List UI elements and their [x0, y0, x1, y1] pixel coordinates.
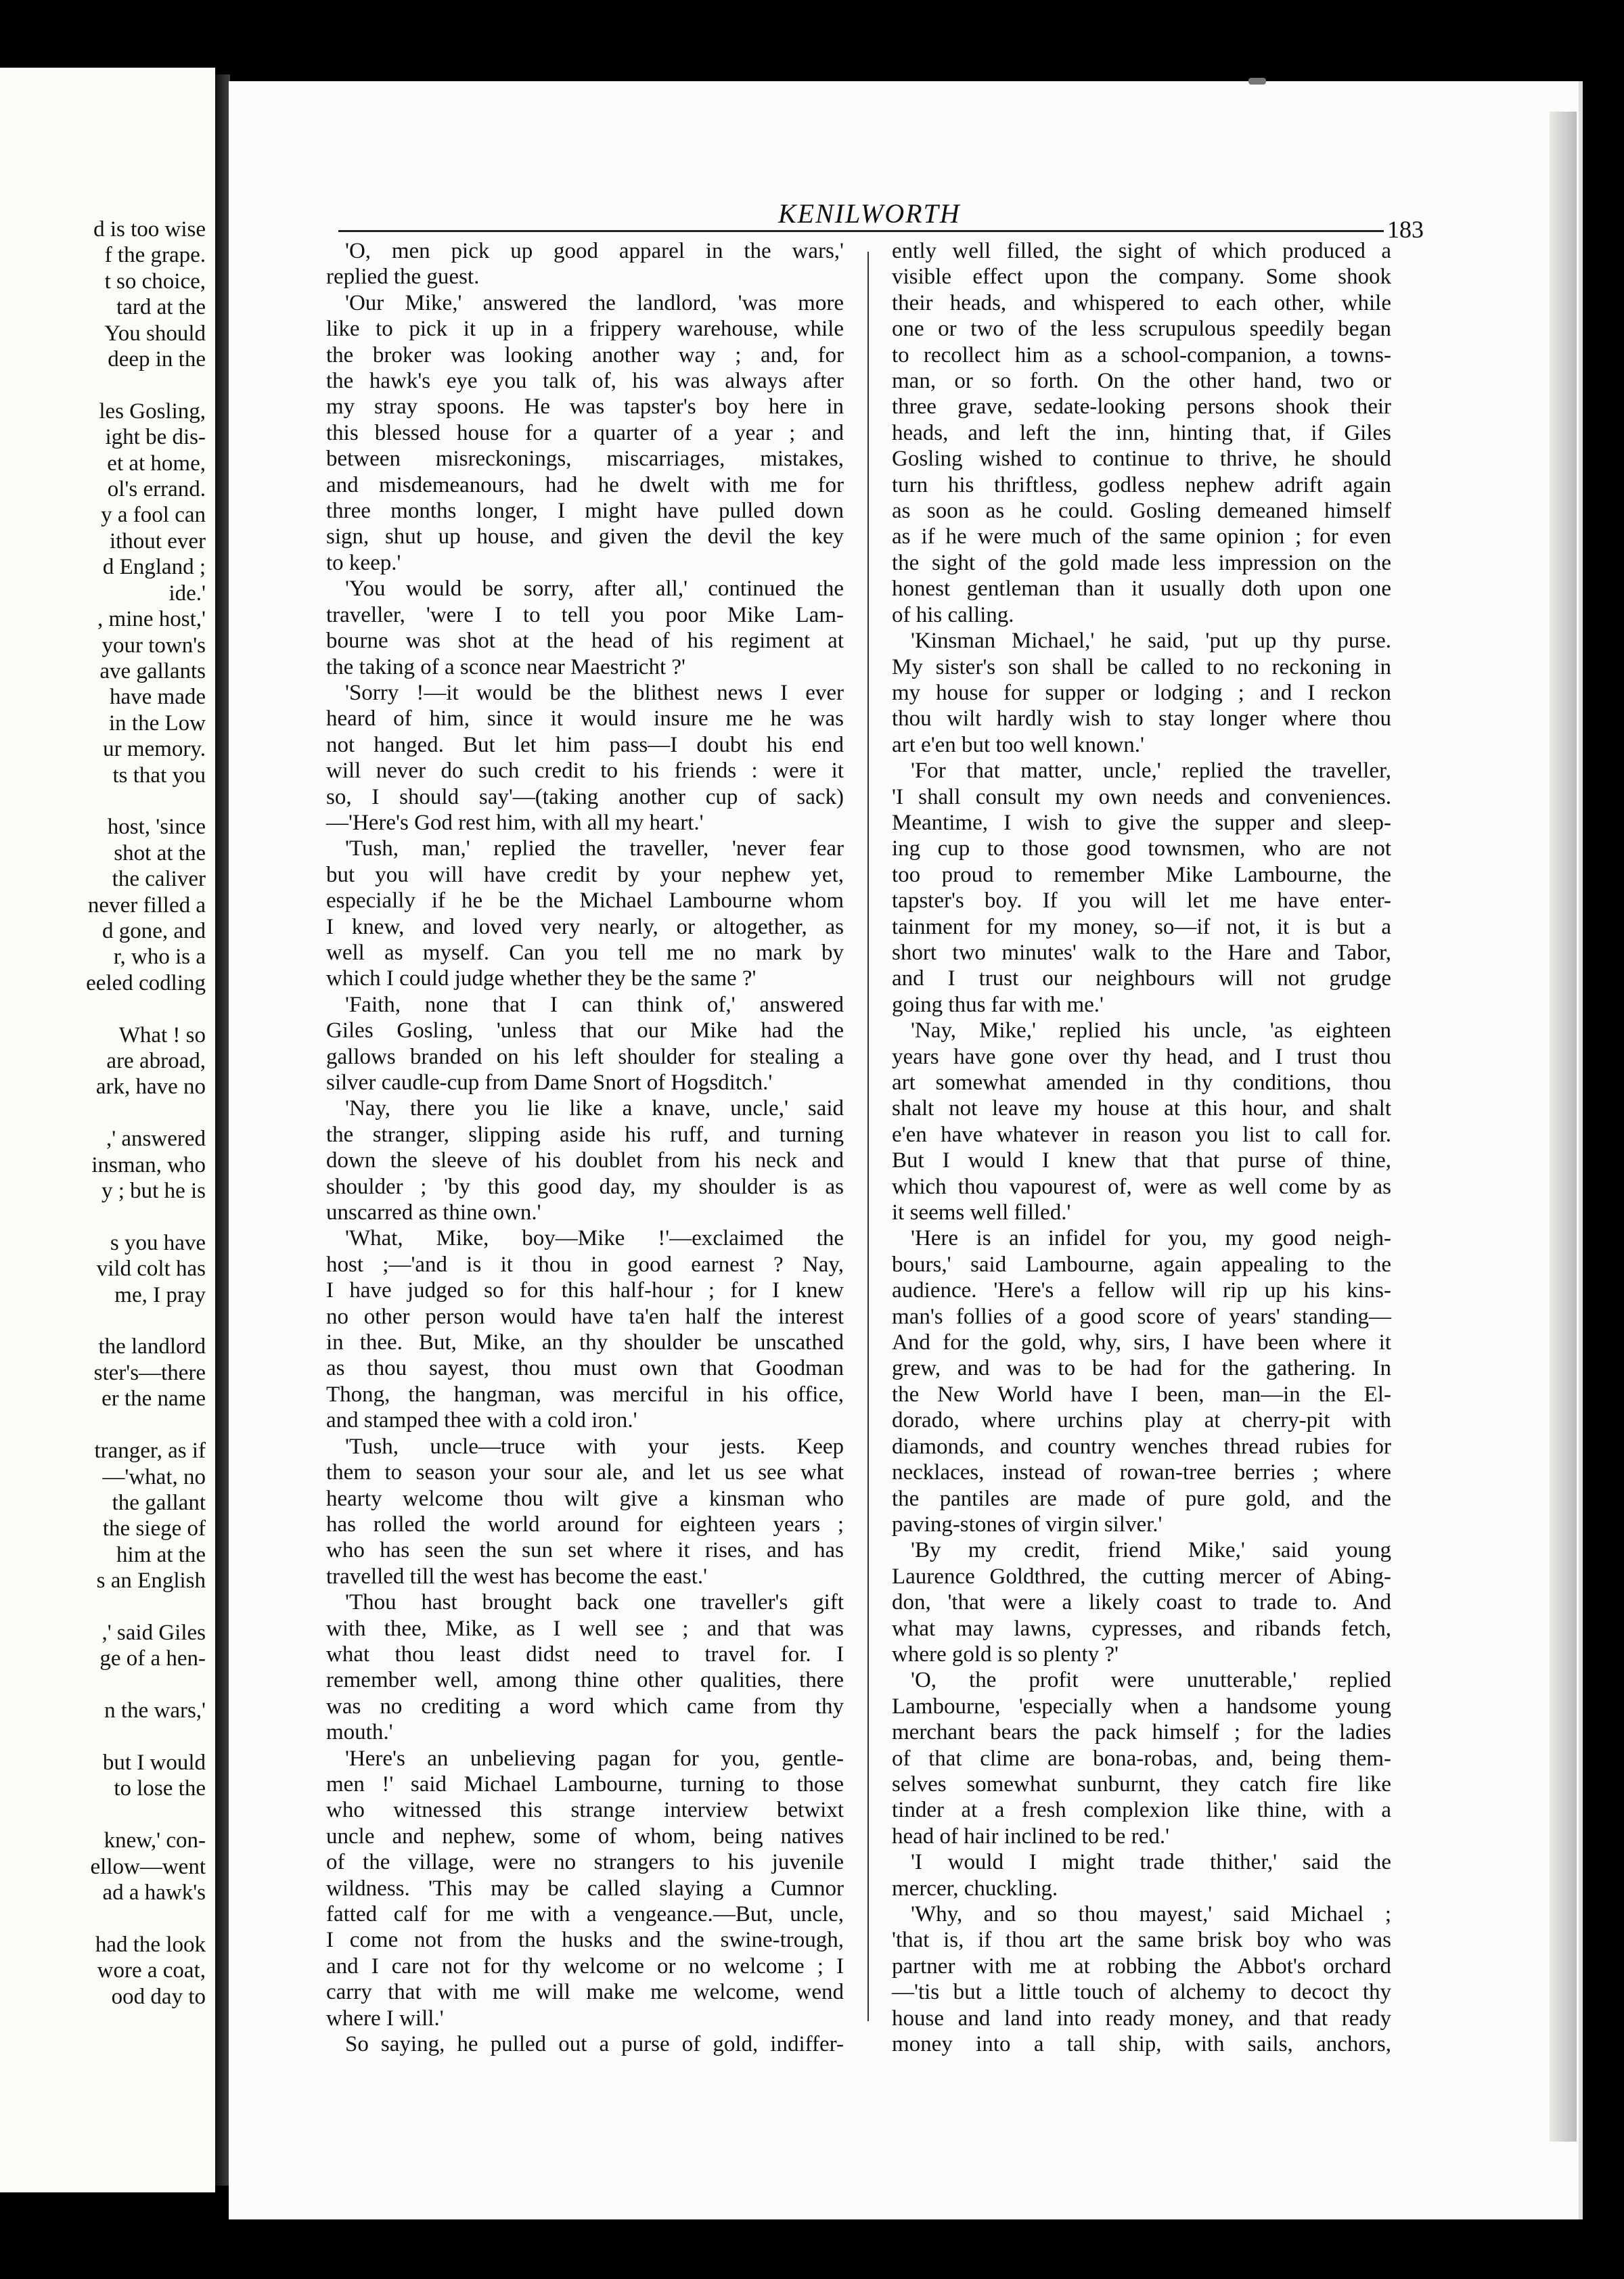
left-page-line — [3, 996, 206, 1022]
text-line: Lambourne, 'especially when a handsome young — [892, 1694, 1391, 1719]
left-page-line: y a fool can — [101, 503, 206, 528]
text-line: and I trust our neighbours will not grudge — [892, 966, 1391, 991]
text-line: 'By my credit, friend Mike,' said young — [911, 1538, 1391, 1563]
text-line: 'that is, if thou art the same brisk boy who was — [892, 1928, 1391, 1953]
text-line: partner with me at robbing the Abbot's orchard — [892, 1954, 1391, 1979]
text-line: visible effect upon the company. Some shook — [892, 265, 1391, 290]
text-line: 'Thou hast brought back one traveller's gift — [345, 1590, 844, 1615]
left-page-line: eeled codling — [86, 970, 206, 995]
left-page-line: your town's — [102, 633, 206, 658]
text-line: tainment for my money, so—if not, it is but a — [892, 914, 1391, 939]
text-line: the hawk's eye you talk of, his was always after — [326, 369, 844, 394]
book-gutter — [215, 74, 230, 2186]
left-page-line: n the wars,' — [104, 1698, 206, 1723]
text-line: wildness. 'This may be called slaying a Cumnor — [326, 1876, 844, 1901]
text-line: as soon as he could. Gosling demeaned himself — [892, 499, 1391, 524]
text-line: as thou sayest, thou must own that Goodman — [326, 1356, 844, 1381]
text-line: 'You would be sorry, after all,' continued the — [345, 577, 844, 602]
text-line: 'Nay, there you lie like a knave, uncle,' said — [345, 1096, 844, 1121]
text-line: men !' said Michael Lambourne, turning to those — [326, 1772, 844, 1797]
left-page-line: d is too wise — [93, 217, 206, 242]
left-page-line: ellow—went — [90, 1854, 206, 1879]
left-page-line — [3, 1308, 206, 1334]
left-page-line — [3, 1412, 206, 1438]
text-line: will never do such credit to his friends : were it — [326, 759, 844, 784]
left-page-line — [3, 1100, 206, 1126]
text-line: 'I would I might trade thither,' said the — [911, 1850, 1391, 1875]
text-line: as if he were much of the same opinion ; for even — [892, 524, 1391, 549]
text-line: but you will have credit by your nephew yet, — [326, 862, 844, 887]
text-line: don, 'that were a likely coast to trade to. And — [892, 1590, 1391, 1615]
text-line: art somewhat amended in thy conditions, thou — [892, 1070, 1391, 1095]
left-page-line: ol's errand. — [107, 477, 206, 502]
text-line: down the sleeve of his doublet from his neck and — [326, 1148, 844, 1173]
text-column-right — [892, 238, 1391, 2057]
text-line: what thou least didst need to travel for. I — [326, 1642, 844, 1667]
text-line: which I could judge whether they be the same ?' — [326, 966, 757, 991]
left-facing-page — [0, 68, 215, 2192]
page-number: 183 — [1387, 216, 1424, 243]
left-page-line: wore a coat, — [97, 1958, 206, 1983]
text-line: Meantime, I wish to give the supper and sleep- — [892, 810, 1391, 835]
text-line: Laurence Goldthred, the cutting mercer of Abing- — [892, 1564, 1391, 1589]
text-line: mercer, chuckling. — [892, 1876, 1058, 1901]
text-line: who has seen the sun set where it rises, and has — [326, 1538, 844, 1563]
text-line: the stranger, slipping aside his ruff, and turning — [326, 1122, 844, 1147]
text-line: unscarred as thine own.' — [326, 1200, 541, 1225]
text-line: mouth.' — [326, 1720, 393, 1745]
left-page-line — [3, 788, 206, 814]
left-page-line: tard at the — [116, 295, 206, 320]
text-line: thou wilt hardly wish to stay longer where thou — [892, 706, 1391, 731]
left-page-line: him at the — [116, 1542, 206, 1567]
text-line: 'Here's an unbelieving pagan for you, gentle- — [345, 1746, 844, 1771]
text-line: head of hair inclined to be red.' — [892, 1824, 1170, 1849]
text-line: My sister's son shall be called to no reckoning in — [892, 654, 1391, 679]
left-page-line: ur memory. — [103, 737, 206, 762]
text-line: not hanged. But let him pass—I doubt his end — [326, 732, 844, 757]
left-page-line: s an English — [96, 1569, 206, 1594]
left-page-line: deep in the — [108, 347, 206, 372]
text-line: my house for supper or lodging ; and I reckon — [892, 680, 1391, 705]
text-line: especially if he be the Michael Lambourne whom — [326, 888, 844, 913]
text-line: 'Nay, Mike,' replied his uncle, 'as eighteen — [911, 1018, 1391, 1043]
text-line: travelled till the west has become the east.' — [326, 1564, 708, 1589]
left-page-line: had the look — [95, 1932, 206, 1957]
text-line: the sight of the gold made less impression on the — [892, 550, 1391, 575]
left-page-line: r, who is a — [113, 945, 206, 970]
text-line: house and land into ready money, and that ready — [892, 2006, 1391, 2031]
left-page-line: ge of a hen- — [99, 1646, 206, 1671]
page-edge — [1550, 112, 1577, 2142]
text-line: has rolled the world around for eighteen years ; — [326, 1512, 844, 1537]
text-line: remember well, among thine other qualities, there — [326, 1668, 844, 1693]
left-page-line: the landlord — [98, 1334, 206, 1359]
text-line: 'I shall consult my own needs and conveniences. — [892, 784, 1391, 809]
text-line: this blessed house for a quarter of a year ; and — [326, 420, 844, 445]
left-page-line: tranger, as if — [94, 1439, 206, 1464]
header-rule — [338, 230, 1384, 232]
text-line: art e'en but too well known.' — [892, 732, 1144, 757]
text-line: dorado, where urchins play at cherry-pit with — [892, 1408, 1391, 1433]
text-line: the taking of a sconce near Maestricht ?' — [326, 654, 685, 679]
text-line: which thou vapourest of, were as well come by as — [892, 1174, 1391, 1199]
left-page-line: , mine host,' — [97, 607, 206, 632]
text-line: But I would I knew that that purse of thine, — [892, 1148, 1391, 1173]
left-page-line: the gallant — [112, 1490, 206, 1515]
text-line: and misdemeanours, had he dwelt with me for — [326, 472, 844, 497]
text-line: tinder at a fresh complexion like thine, with a — [892, 1798, 1391, 1823]
text-line: Gosling wished to continue to thrive, he should — [892, 447, 1391, 472]
left-page-line: shot at the — [114, 840, 206, 865]
left-page-line: ithout ever — [109, 528, 206, 554]
text-line: 'Faith, none that I can think of,' answered — [345, 992, 844, 1017]
left-page-line: d gone, and — [102, 918, 206, 943]
text-line: necklaces, instead of rowan-tree berries ; where — [892, 1460, 1391, 1485]
text-line: bourne was shot at the head of his regiment at — [326, 629, 844, 654]
left-page-line: ,' said Giles — [102, 1620, 206, 1645]
text-line: their heads, and whispered to each other, while — [892, 290, 1391, 315]
text-line: of that clime are bona-robas, and, being them- — [892, 1746, 1391, 1771]
text-line: like to pick it up in a frippery warehouse, while — [326, 317, 844, 342]
left-page-line — [3, 1204, 206, 1229]
text-line: three months longer, I might have pulled down — [326, 499, 844, 524]
text-line: and I care not for thy welcome or no welcome ; I — [326, 1954, 844, 1979]
left-page-line: but I would — [102, 1750, 206, 1775]
text-line: paving-stones of virgin silver.' — [892, 1512, 1163, 1537]
text-line: traveller, 'were I to tell you poor Mike Lam- — [326, 602, 844, 627]
left-page-line: me, I pray — [114, 1282, 206, 1307]
text-line: I come not from the husks and the swine-trough, — [326, 1928, 844, 1953]
left-page-line: to lose the — [114, 1776, 206, 1801]
left-page-line: t so choice, — [104, 269, 206, 294]
left-page-line: ood day to — [111, 1984, 206, 2009]
running-head: KENILWORTH — [778, 198, 961, 229]
text-line: ently well filled, the sight of which produced a — [892, 239, 1391, 263]
text-line: heads, and left the inn, hinting that, if Giles — [892, 420, 1391, 445]
text-line: replied the guest. — [326, 265, 480, 290]
text-line: money into a tall ship, with sails, anchors, — [892, 2032, 1391, 2057]
text-line: and stamped thee with a cold iron.' — [326, 1408, 637, 1433]
left-page-line: knew,' con- — [104, 1828, 206, 1853]
text-line: heard of him, since it would insure me he was — [326, 706, 844, 731]
text-line: man's follies of a good score of years' standing— — [892, 1304, 1391, 1329]
text-line: of the village, were no strangers to his juvenile — [326, 1850, 844, 1875]
text-line: merchant bears the pack himself ; for the ladies — [892, 1720, 1391, 1745]
text-line: what may lawns, cypresses, and ribands fetch, — [892, 1616, 1391, 1641]
left-page-line: les Gosling, — [99, 399, 206, 424]
left-page-line: vild colt has — [96, 1257, 206, 1282]
text-line: 'Kinsman Michael,' he said, 'put up thy purse. — [911, 629, 1391, 654]
left-page-line: —'what, no — [102, 1464, 206, 1489]
text-line: the pantiles are made of pure gold, and the — [892, 1486, 1391, 1511]
left-page-line: the siege of — [102, 1516, 206, 1541]
left-page-line: never filled a — [87, 893, 206, 918]
text-line: where I will.' — [326, 2006, 444, 2031]
text-line: in thee. But, Mike, an thy shoulder be unscathed — [326, 1330, 844, 1355]
text-line: of his calling. — [892, 602, 1014, 627]
text-line: carry that with me will make me welcome, wend — [326, 1980, 844, 2005]
text-line: I have judged so for this half-hour ; for I knew — [326, 1278, 844, 1303]
left-page-line: ts that you — [112, 763, 206, 788]
text-line: diamonds, and country wenches thread rubies for — [892, 1434, 1391, 1459]
left-page-line — [3, 1594, 206, 1620]
text-line: ing cup to those good townsmen, who are not — [892, 836, 1391, 861]
left-page-line: are abroad, — [106, 1049, 206, 1073]
text-line: 'Here is an infidel for you, my good neigh- — [911, 1226, 1391, 1251]
left-page-line: What ! so — [118, 1022, 206, 1047]
text-line: turn his thriftless, godless nephew adrift again — [892, 472, 1391, 497]
text-line: grew, and was to be had for the gathering. In — [892, 1356, 1391, 1381]
left-page-line: d England ; — [102, 555, 206, 580]
text-line: 'Why, and so thou mayest,' said Michael ; — [911, 1902, 1391, 1926]
text-line: 'Our Mike,' answered the landlord, 'was more — [345, 290, 844, 315]
left-page-line: You should — [104, 321, 206, 346]
left-page-line: ,' answered — [106, 1127, 206, 1152]
text-column-left — [326, 238, 844, 2057]
left-page-line: host, 'since — [107, 815, 206, 840]
left-page-text — [3, 217, 206, 2010]
text-line: Thong, the hangman, was merciful in his office, — [326, 1382, 844, 1407]
text-line: And for the gold, why, sirs, I have been where it — [892, 1330, 1391, 1355]
text-line: my stray spoons. He was tapster's boy here in — [326, 394, 844, 420]
text-line: 'Tush, man,' replied the traveller, 'never fear — [345, 836, 844, 861]
text-line: three grave, sedate-looking persons shook their — [892, 394, 1391, 420]
text-line: no other person would have ta'en half the interest — [326, 1304, 844, 1329]
text-line: too proud to remember Mike Lambourne, the — [892, 862, 1391, 887]
text-line: hearty welcome thou wilt give a kinsman who — [326, 1486, 844, 1511]
left-page-line: insman, who — [91, 1152, 206, 1177]
left-page-line: et at home, — [107, 451, 206, 476]
left-page-line — [3, 372, 206, 398]
left-page-line: ark, have no — [95, 1075, 206, 1100]
text-line: it seems well filled.' — [892, 1200, 1071, 1225]
text-line: one or two of the less scrupulous speedily began — [892, 317, 1391, 342]
text-line: fatted calf for me with a vengeance.—But, uncle, — [326, 1902, 844, 1926]
left-page-line — [3, 1802, 206, 1828]
text-line: Giles Gosling, 'unless that our Mike had the — [326, 1018, 844, 1043]
text-line: audience. 'Here's a fellow will rip up his kins- — [892, 1278, 1391, 1303]
text-line: so, I should say'—(taking another cup of sack) — [326, 784, 844, 809]
left-page-line: er the name — [102, 1386, 206, 1412]
left-page-line: in the Low — [109, 710, 206, 736]
text-line: 'For that matter, uncle,' replied the traveller, — [911, 759, 1391, 784]
left-page-line: the caliver — [112, 867, 206, 892]
text-line: selves somewhat sunburnt, they catch fire like — [892, 1772, 1391, 1797]
left-page-line: ave gallants — [99, 658, 206, 683]
text-line: with thee, Mike, as I well see ; and that was — [326, 1616, 844, 1641]
text-line: shalt not leave my house at this hour, and shalt — [892, 1096, 1391, 1121]
text-line: was no crediting a word which came from thy — [326, 1694, 844, 1719]
left-page-line: f the grape. — [104, 243, 206, 268]
text-line: tapster's boy. If you will let me have enter- — [892, 888, 1391, 913]
text-line: between misreckonings, miscarriages, mistakes, — [326, 447, 844, 472]
text-line: —'tis but a little touch of alchemy to decoct thy — [892, 1980, 1391, 2005]
text-line: 'What, Mike, boy—Mike !'—exclaimed the — [345, 1226, 844, 1251]
left-page-line: ad a hawk's — [102, 1880, 206, 1905]
left-page-line: ster's—there — [93, 1360, 206, 1385]
text-line: sign, shut up house, and given the devil the key — [326, 524, 844, 549]
text-line: years have gone over thy head, and I trust thou — [892, 1044, 1391, 1069]
text-line: So saying, he pulled out a purse of gold, indiffer- — [345, 2032, 844, 2057]
left-page-line — [3, 1905, 206, 1931]
text-line: silver caudle-cup from Dame Snort of Hogsditch.' — [326, 1070, 773, 1095]
left-page-line: ight be dis- — [105, 425, 206, 450]
left-page-line — [3, 1672, 206, 1698]
text-line: the New World have I been, man—in the El- — [892, 1382, 1391, 1407]
text-line: to keep.' — [326, 550, 401, 575]
left-page-line: y ; but he is — [102, 1179, 206, 1204]
text-line: 'Sorry !—it would be the blithest news I ever — [345, 680, 844, 705]
text-line: well as myself. Can you tell me no mark by — [326, 940, 844, 965]
text-line: to recollect him as a school-companion, a towns- — [892, 342, 1391, 367]
text-line: who witnessed this strange interview betwixt — [326, 1798, 844, 1823]
text-line: I knew, and loved very nearly, or altogether, as — [326, 914, 844, 939]
text-line: 'O, men pick up good apparel in the wars,' — [345, 239, 844, 263]
text-line: the broker was looking another way ; and, for — [326, 342, 844, 367]
text-line: host ;—'and is it thou in good earnest ? Nay, — [326, 1252, 844, 1277]
text-line: short two minutes' walk to the Hare and Tabor, — [892, 940, 1391, 965]
text-line: them to season your sour ale, and let us see what — [326, 1460, 844, 1485]
left-page-line: have made — [109, 685, 206, 710]
text-line: bours,' said Lambourne, again appealing to the — [892, 1252, 1391, 1277]
text-line: where gold is so plenty ?' — [892, 1642, 1119, 1667]
left-page-line — [3, 1724, 206, 1750]
text-line: man, or so forth. On the other hand, two or — [892, 369, 1391, 394]
text-line: e'en have whatever in reason you list to call for. — [892, 1122, 1391, 1147]
text-line: gallows branded on his left shoulder for stealing a — [326, 1044, 844, 1069]
text-line: honest gentleman than it usually doth upon one — [892, 577, 1391, 602]
text-line: shoulder ; 'by this good day, my shoulder is as — [326, 1174, 844, 1199]
left-page-line: ide.' — [168, 581, 206, 606]
text-line: —'Here's God rest him, with all my heart.' — [326, 810, 704, 835]
text-line: 'Tush, uncle—truce with your jests. Keep — [345, 1434, 844, 1459]
ink-smudge — [1248, 78, 1266, 85]
left-page-line: s you have — [110, 1230, 206, 1255]
text-line: going thus far with me.' — [892, 992, 1104, 1017]
column-divider — [867, 252, 869, 2021]
text-line: 'O, the profit were unutterable,' replied — [911, 1668, 1391, 1693]
text-line: uncle and nephew, some of whom, being natives — [326, 1824, 844, 1849]
